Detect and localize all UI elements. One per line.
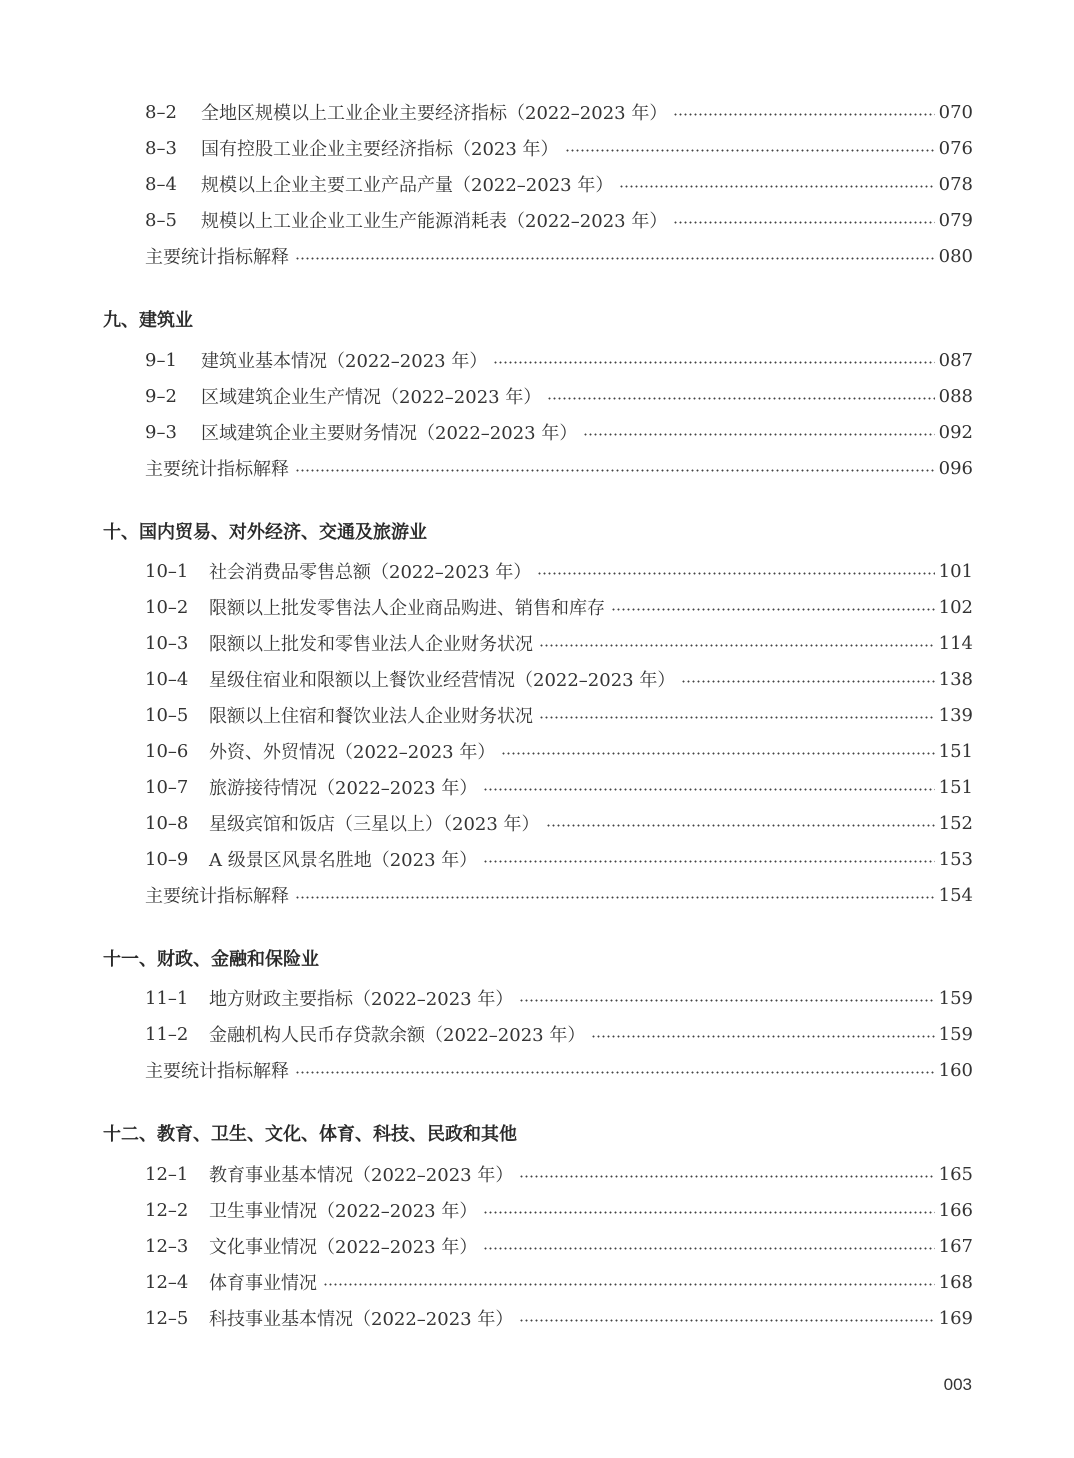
toc-entry[interactable] <box>145 980 973 1016</box>
dot-leader <box>295 469 935 472</box>
entry-number: 10–5 <box>145 704 189 726</box>
dot-leader <box>547 397 934 400</box>
entry-page-number: 152 <box>938 812 973 834</box>
dot-leader <box>673 221 934 224</box>
dot-leader <box>519 1175 934 1178</box>
toc-entry[interactable] <box>145 625 973 661</box>
page-number: 003 <box>943 1375 972 1394</box>
entry-title: 建筑业基本情况（2022–2023 年） <box>201 351 488 372</box>
entry-page-number: 079 <box>938 209 973 231</box>
entry-title: 规模以上工业企业工业生产能源消耗表（2022–2023 年） <box>201 211 668 232</box>
entry-page-number: 096 <box>938 457 973 479</box>
entry-page-number: 153 <box>938 848 973 870</box>
dot-leader <box>673 113 934 116</box>
entry-title: 体育事业情况 <box>209 1273 317 1294</box>
dot-leader <box>295 1071 935 1074</box>
entry-page-number: 102 <box>938 596 973 618</box>
entry-title: 星级宾馆和饭店（三星以上）（2023 年） <box>209 814 540 835</box>
dot-leader <box>619 185 934 188</box>
toc-entry[interactable] <box>145 378 973 414</box>
entry-page-number: 080 <box>938 245 973 267</box>
entry-page-number: 088 <box>938 385 973 407</box>
entry-title: 星级住宿业和限额以上餐饮业经营情况（2022–2023 年） <box>209 670 676 691</box>
entry-number: 10–6 <box>145 740 189 762</box>
toc-entry[interactable] <box>145 1156 973 1192</box>
entry-title: 教育事业基本情况（2022–2023 年） <box>209 1165 514 1186</box>
dot-leader <box>501 752 934 755</box>
entry-page-number: 154 <box>938 884 973 906</box>
section-heading: 十、国内贸易、对外经济、交通及旅游业 <box>103 522 427 543</box>
toc-entry[interactable] <box>145 94 973 130</box>
entry-title: 限额以上批发零售法人企业商品购进、销售和库存 <box>209 598 605 619</box>
dot-leader <box>539 644 935 647</box>
toc-entry[interactable] <box>145 414 973 450</box>
entry-number: 8–2 <box>145 101 177 123</box>
entry-page-number: 159 <box>938 1023 973 1045</box>
entry-number: 10–4 <box>145 668 189 690</box>
dot-leader <box>295 257 935 260</box>
entry-title: 主要统计指标解释 <box>145 886 289 907</box>
entry-number: 8–5 <box>145 209 177 231</box>
entry-page-number: 114 <box>938 632 973 654</box>
toc-entry[interactable] <box>145 661 973 697</box>
toc-entry[interactable] <box>145 1264 973 1300</box>
section-heading: 十二、教育、卫生、文化、体育、科技、民政和其他 <box>103 1124 517 1145</box>
entry-number: 12–2 <box>145 1199 189 1221</box>
entry-page-number: 139 <box>938 704 973 726</box>
entry-title: 区域建筑企业主要财务情况（2022–2023 年） <box>201 423 578 444</box>
dot-leader <box>493 361 934 364</box>
toc-entry[interactable] <box>145 238 973 274</box>
toc-entry[interactable] <box>145 697 973 733</box>
dot-leader <box>681 680 934 683</box>
entry-number: 9–3 <box>145 421 177 443</box>
entry-number: 10–9 <box>145 848 189 870</box>
entry-number: 10–2 <box>145 596 189 618</box>
entry-title: 主要统计指标解释 <box>145 247 289 268</box>
toc-entry[interactable] <box>145 202 973 238</box>
entry-title: 国有控股工业企业主要经济指标（2023 年） <box>201 139 559 160</box>
entry-title: 社会消费品零售总额（2022–2023 年） <box>209 562 532 583</box>
entry-number: 9–1 <box>145 349 177 371</box>
dot-leader <box>546 824 935 827</box>
entry-title: 主要统计指标解释 <box>145 459 289 480</box>
dot-leader <box>539 716 935 719</box>
entry-page-number: 151 <box>938 740 973 762</box>
dot-leader <box>295 896 935 899</box>
toc-entry[interactable] <box>145 1016 973 1052</box>
entry-number: 12–5 <box>145 1307 189 1329</box>
toc-entry[interactable] <box>145 877 973 913</box>
entry-page-number: 160 <box>938 1059 973 1081</box>
entry-page-number: 070 <box>938 101 973 123</box>
entry-page-number: 101 <box>938 560 973 582</box>
section-heading: 九、建筑业 <box>103 310 193 331</box>
entry-number: 11–2 <box>145 1023 189 1045</box>
toc-entry[interactable] <box>145 450 973 486</box>
section-heading: 十一、财政、金融和保险业 <box>103 949 319 970</box>
entry-number: 10–8 <box>145 812 189 834</box>
toc-entry[interactable] <box>145 589 973 625</box>
entry-page-number: 165 <box>938 1163 973 1185</box>
entry-page-number: 092 <box>938 421 973 443</box>
dot-leader <box>537 572 934 575</box>
entry-title: 区域建筑企业生产情况（2022–2023 年） <box>201 387 542 408</box>
entry-title: A 级景区风景名胜地（2023 年） <box>209 850 478 871</box>
toc-entry[interactable] <box>145 1192 973 1228</box>
entry-title: 金融机构人民币存贷款余额（2022–2023 年） <box>209 1025 586 1046</box>
dot-leader <box>519 1319 934 1322</box>
entry-number: 8–4 <box>145 173 177 195</box>
entry-title: 地方财政主要指标（2022–2023 年） <box>209 989 514 1010</box>
entry-title: 全地区规模以上工业企业主要经济指标（2022–2023 年） <box>201 103 668 124</box>
toc-entry[interactable] <box>145 1300 973 1336</box>
entry-title: 规模以上企业主要工业产品产量（2022–2023 年） <box>201 175 614 196</box>
entry-title: 文化事业情况（2022–2023 年） <box>209 1237 478 1258</box>
entry-number: 12–3 <box>145 1235 189 1257</box>
entry-page-number: 076 <box>938 137 973 159</box>
entry-page-number: 166 <box>938 1199 973 1221</box>
entry-page-number: 168 <box>938 1271 973 1293</box>
toc-entry[interactable] <box>145 805 973 841</box>
entry-page-number: 169 <box>938 1307 973 1329</box>
toc-entry[interactable] <box>145 166 973 202</box>
dot-leader <box>565 149 935 152</box>
entry-number: 10–3 <box>145 632 189 654</box>
toc-entry[interactable] <box>145 553 973 589</box>
toc-entry[interactable] <box>145 733 973 769</box>
dot-leader <box>483 1247 934 1250</box>
entry-number: 10–1 <box>145 560 189 582</box>
entry-title: 限额以上批发和零售业法人企业财务状况 <box>209 634 533 655</box>
entry-number: 12–4 <box>145 1271 189 1293</box>
entry-number: 8–3 <box>145 137 177 159</box>
toc-entry[interactable] <box>145 342 973 378</box>
entry-title: 限额以上住宿和餐饮业法人企业财务状况 <box>209 706 533 727</box>
entry-page-number: 087 <box>938 349 973 371</box>
dot-leader <box>519 999 934 1002</box>
toc-entry[interactable] <box>145 1228 973 1264</box>
dot-leader <box>611 608 935 611</box>
entry-number: 11–1 <box>145 987 189 1009</box>
entry-number: 12–1 <box>145 1163 189 1185</box>
entry-number: 9–2 <box>145 385 177 407</box>
dot-leader <box>583 433 934 436</box>
entry-title: 外资、外贸情况（2022–2023 年） <box>209 742 496 763</box>
dot-leader <box>323 1283 935 1286</box>
entry-page-number: 078 <box>938 173 973 195</box>
dot-leader <box>591 1035 934 1038</box>
entry-title: 旅游接待情况（2022–2023 年） <box>209 778 478 799</box>
entry-number: 10–7 <box>145 776 189 798</box>
entry-page-number: 167 <box>938 1235 973 1257</box>
dot-leader <box>483 788 934 791</box>
entry-title: 卫生事业情况（2022–2023 年） <box>209 1201 478 1222</box>
toc-entry[interactable] <box>145 1052 973 1088</box>
toc-entry[interactable] <box>145 130 973 166</box>
entry-page-number: 159 <box>938 987 973 1009</box>
dot-leader <box>483 1211 934 1214</box>
entry-page-number: 138 <box>938 668 973 690</box>
toc-entry[interactable] <box>145 841 973 877</box>
toc-entry[interactable] <box>145 769 973 805</box>
entry-title: 主要统计指标解释 <box>145 1061 289 1082</box>
entry-page-number: 151 <box>938 776 973 798</box>
dot-leader <box>483 860 934 863</box>
entry-title: 科技事业基本情况（2022–2023 年） <box>209 1309 514 1330</box>
